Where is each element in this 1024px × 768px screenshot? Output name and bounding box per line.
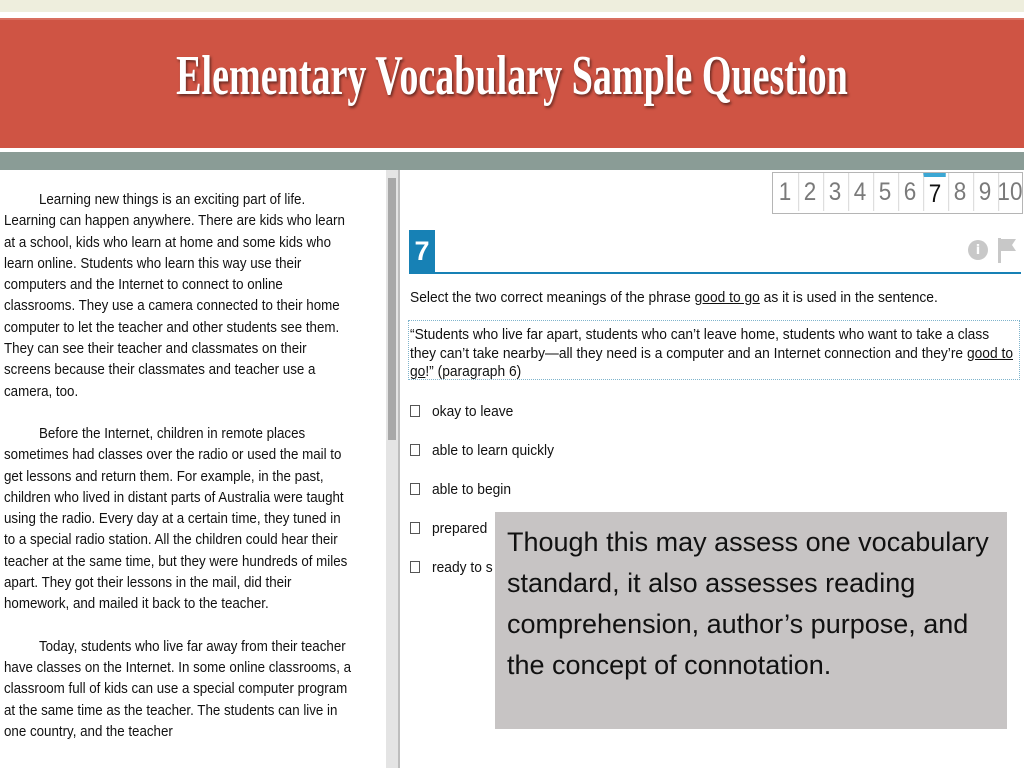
quote-phrase: good to go <box>410 344 1014 381</box>
question-nav-6[interactable]: 6 <box>898 173 921 211</box>
option-label: ready to s <box>432 558 493 576</box>
question-nav-3[interactable]: 3 <box>823 173 846 211</box>
answer-option-5[interactable] <box>410 556 498 578</box>
option-label: okay to leave <box>432 402 514 420</box>
question-number-badge: 7 <box>409 230 435 273</box>
flag-icon[interactable] <box>996 236 1018 264</box>
callout-text: Though this may assess one vocabulary standard, it also assesses reading comprehension, author’s purpose, and the concept of connotation. <box>507 527 989 680</box>
question-nav-4[interactable]: 4 <box>848 173 871 211</box>
passage-text <box>4 190 352 764</box>
option-checkbox[interactable] <box>410 405 420 417</box>
question-header-rule <box>409 272 1021 274</box>
quote-text-before: “Students who live far apart, students who can’t leave home, students who want to take a class they can’t take nearby—all they need is a computer and an Internet connection and they’re <box>410 326 990 362</box>
option-label: able to begin <box>432 480 512 498</box>
question-nav-8[interactable]: 8 <box>948 173 971 211</box>
divider-band <box>0 152 1024 170</box>
option-checkbox[interactable] <box>410 522 420 534</box>
passage-paragraph-1: Learning new things is an exciting part of life. Learning can happen anywhere. There are kids who learn at a school, kids who learn at home and some kids who learn online. Students who learn this way use their computers and the Internet to connect to online classrooms. They use a camera connected to their home computer to let the teacher and other students see them. They can see their teacher and classmates on their screens because their classmates and teacher use a camera, too. <box>4 192 345 400</box>
question-prompt <box>410 289 973 306</box>
passage-paragraph-2: Before the Internet, children in remote places sometimes had classes over the radio or used the mail to get lessons and return them. For example, in the past, children who lived in distant parts of Australia were taught using the radio. Every day at a certain time, they tuned in to a special radio station. All the children could hear their teacher at the same time, but they were hundreds of miles apart. They got their lessons in the mail, did their homework, and mailed it back to the teacher. <box>4 425 348 613</box>
question-nav-1[interactable]: 1 <box>778 177 792 206</box>
info-icon[interactable]: i <box>968 240 988 260</box>
option-checkbox[interactable] <box>410 483 420 495</box>
question-navigator <box>772 172 1023 214</box>
quoted-sentence <box>410 326 1017 382</box>
question-nav-5[interactable]: 5 <box>873 173 896 211</box>
answer-option-2[interactable] <box>410 439 565 461</box>
option-label: able to learn quickly <box>432 441 554 459</box>
question-nav-9[interactable]: 9 <box>973 173 996 211</box>
question-nav-10[interactable]: 10 <box>998 173 1021 211</box>
passage-paragraph-3: Today, students who live far away from their teacher have classes on the Internet. In some online classrooms, a classroom full of kids can use a special computer program at the same time as the teacher. The students can live in one country, and the teacher <box>4 638 352 740</box>
passage-scrollbar-thumb[interactable] <box>388 178 396 440</box>
option-checkbox[interactable] <box>410 561 420 573</box>
prompt-phrase: good to go <box>694 289 760 306</box>
prompt-text-after: as it is used in the sentence. <box>759 289 938 306</box>
answer-option-4[interactable] <box>410 517 492 539</box>
reading-passage-pane <box>0 170 386 768</box>
option-checkbox[interactable] <box>410 444 420 456</box>
slide-title: Elementary Vocabulary Sample Question <box>176 45 848 107</box>
question-nav-2[interactable]: 2 <box>798 173 821 211</box>
quote-text-after: !” (paragraph 6) <box>425 363 522 381</box>
top-strip <box>0 0 1024 12</box>
prompt-text-before: Select the two correct meanings of the phrase <box>410 289 695 306</box>
annotation-callout <box>495 512 1007 729</box>
option-label: prepared <box>432 519 488 537</box>
question-nav-7[interactable]: 7 <box>923 173 946 211</box>
answer-option-3[interactable] <box>410 478 518 500</box>
answer-option-1[interactable] <box>410 400 520 422</box>
